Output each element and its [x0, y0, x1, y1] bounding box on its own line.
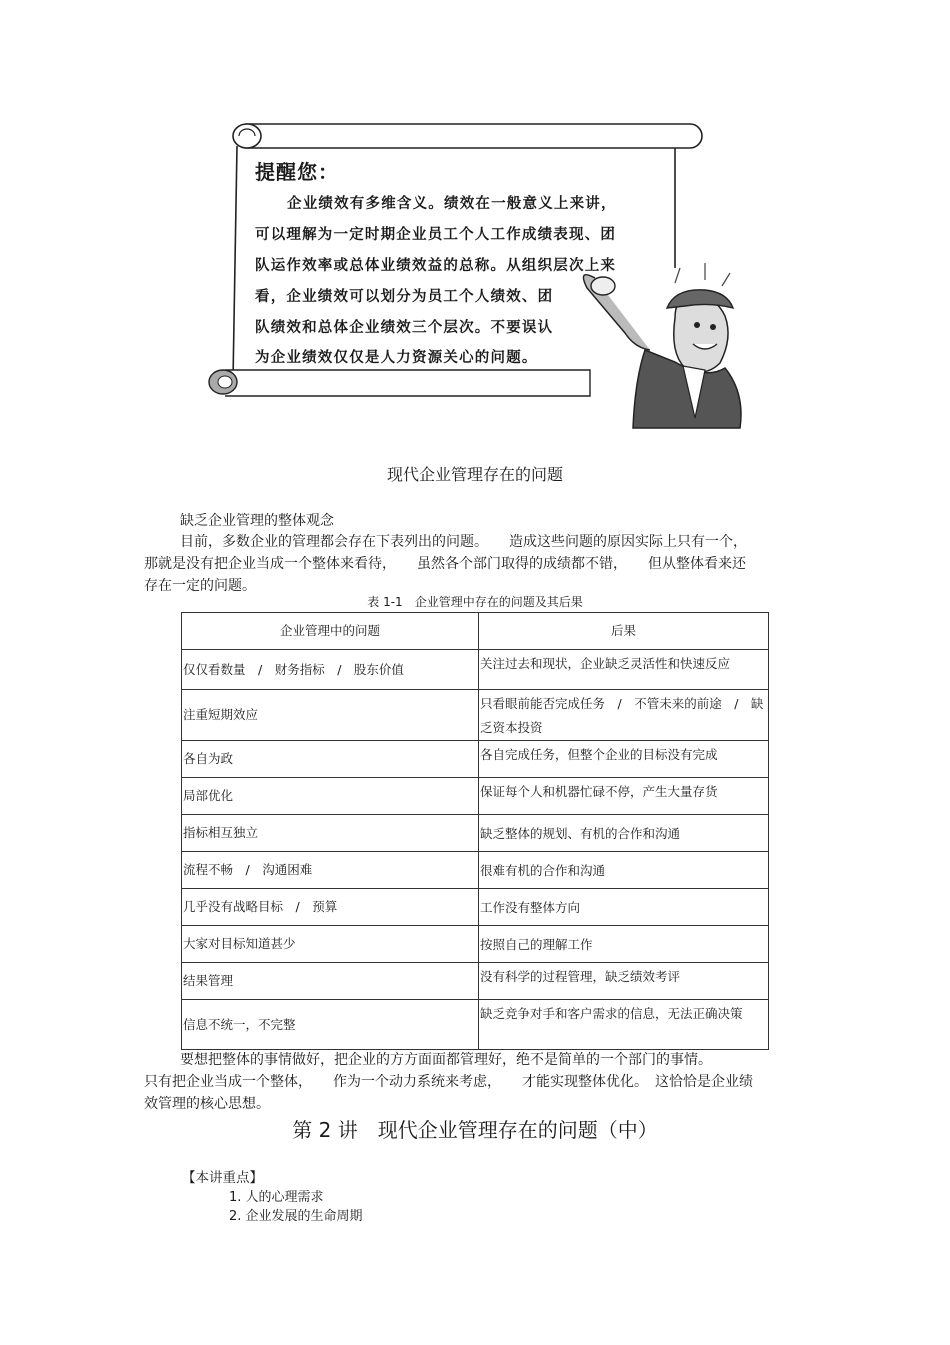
key-point-item: 1. 人的心理需求	[229, 1190, 324, 1205]
intro-line: 那就是没有把企业当成一个整体来看待， 虽然各个部门取得的成绩都不错， 但从整体看来还	[144, 556, 746, 572]
problem-cell: 指标相互独立	[182, 815, 479, 852]
table-row	[182, 815, 769, 852]
problem-cell: 注重短期效应	[182, 690, 479, 741]
table-row	[182, 650, 769, 690]
reminder-line: 队绩效和总体企业绩效三个层次。不要误认	[255, 320, 554, 336]
reminder-line: 可以理解为一定时期企业员工个人工作成绩表现、团	[255, 227, 617, 243]
cartoon-man-icon	[583, 263, 741, 428]
problem-cell: 几乎没有战略目标 / 预算	[182, 889, 479, 926]
key-point-item: 2. 企业发展的生命周期	[229, 1209, 363, 1224]
table-row	[182, 1000, 769, 1050]
problem-cell: 流程不畅 / 沟通困难	[182, 852, 479, 889]
reminder-line: 为企业绩效仅仅是人力资源关心的问题。	[255, 350, 538, 366]
table-row	[182, 690, 769, 741]
reminder-line: 队运作效率或总体业绩效益的总称。从组织层次上来	[255, 258, 617, 274]
key-points-heading: 【本讲重点】	[182, 1170, 263, 1186]
table-row	[182, 889, 769, 926]
problem-cell: 信息不统一，不完整	[182, 1000, 479, 1050]
conclusion-line: 只有把企业当成一个整体， 作为一个动力系统来考虑， 才能实现整体优化。 这恰恰是企业绩	[144, 1074, 753, 1090]
result-cell: 只看眼前能否完成任务 / 不管未来的前途 / 缺乏资本投资	[479, 690, 769, 741]
intro-line: 目前，多数企业的管理都会存在下表列出的问题。 造成这些问题的原因实际上只有一个，	[180, 534, 747, 550]
table-header-row	[182, 613, 769, 650]
problem-cell: 仅仅看数量 / 财务指标 / 股东价值	[182, 650, 479, 690]
section-title: 现代企业管理存在的问题	[386, 465, 563, 484]
result-cell: 缺乏竞争对手和客户需求的信息，无法正确决策	[479, 1000, 769, 1050]
column-header-problem: 企业管理中的问题	[182, 613, 479, 650]
problem-cell: 局部优化	[182, 778, 479, 815]
table-row	[182, 778, 769, 815]
table-caption: 表 1-1 企业管理中存在的问题及其后果	[367, 595, 583, 609]
problem-cell: 各自为政	[182, 741, 479, 778]
result-cell: 按照自己的理解工作	[479, 926, 769, 963]
result-cell: 缺乏整体的规划、有机的合作和沟通	[479, 815, 769, 852]
table-row	[182, 963, 769, 1000]
problem-cell: 结果管理	[182, 963, 479, 1000]
result-cell: 保证每个人和机器忙碌不停，产生大量存货	[479, 778, 769, 815]
reminder-line: 企业绩效有多维含义。绩效在一般意义上来讲，	[287, 196, 617, 212]
reminder-line: 看，企业绩效可以划分为员工个人绩效、团	[255, 289, 554, 305]
conclusion-line: 要想把整体的事情做好，把企业的方方面面都管理好，绝不是简单的一个部门的事情。	[180, 1052, 712, 1068]
result-cell: 没有科学的过程管理，缺乏绩效考评	[479, 963, 769, 1000]
column-header-result: 后果	[479, 613, 769, 650]
problem-table	[181, 612, 769, 1050]
conclusion-line: 效管理的核心思想。	[144, 1096, 270, 1112]
subheading: 缺乏企业管理的整体观念	[180, 513, 334, 529]
reminder-title: 提醒您：	[255, 160, 339, 184]
result-cell: 工作没有整体方向	[479, 889, 769, 926]
reminder-scroll-figure	[205, 118, 745, 438]
problem-cell: 大家对目标知道甚少	[182, 926, 479, 963]
intro-line: 存在一定的问题。	[144, 578, 256, 594]
result-cell: 各自完成任务，但整个企业的目标没有完成	[479, 741, 769, 778]
table-row	[182, 926, 769, 963]
lecture-title: 第 2 讲 现代企业管理存在的问题（中）	[292, 1118, 658, 1142]
result-cell: 很难有机的合作和沟通	[479, 852, 769, 889]
table-row	[182, 741, 769, 778]
result-cell: 关注过去和现状，企业缺乏灵活性和快速反应	[479, 650, 769, 690]
table-row	[182, 852, 769, 889]
